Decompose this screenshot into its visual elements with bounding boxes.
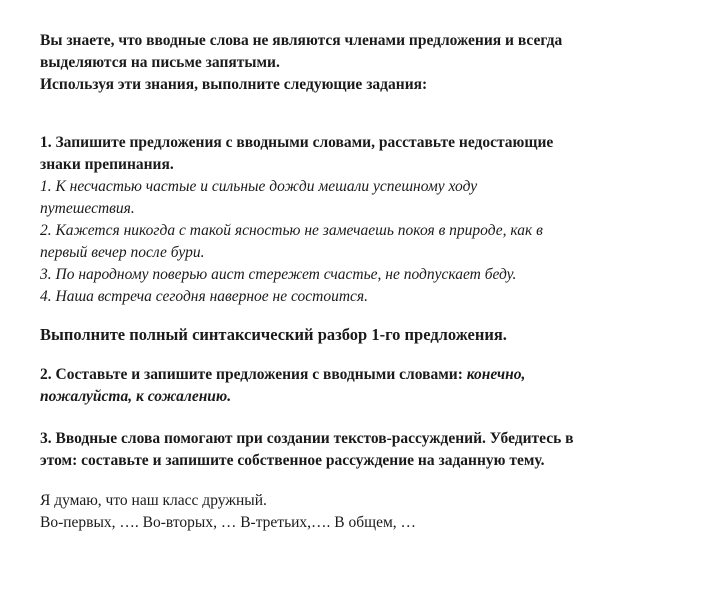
intro-line-2: выделяются на письме запятыми. — [40, 54, 280, 71]
intro-paragraph — [40, 30, 680, 96]
sentence-1-line-2: путешествия. — [40, 200, 135, 217]
task3-line-2: этом: составьте и запишите собственное рассуждение на заданную тему. — [40, 452, 545, 469]
reasoning-starter — [40, 490, 680, 534]
starter-line-2: Во-первых, …. Во-вторых, … В-третьих,…. В общем, … — [40, 514, 417, 531]
sentence-2-line-1: 2. Кажется никогда с такой ясностью не замечаешь покоя в природе, как в — [40, 222, 543, 239]
sentence-3: 3. По народному поверью аист стережет счастье, не подпускает беду. — [40, 266, 517, 283]
intro-line-3: Используя эти знания, выполните следующие задания: — [40, 76, 428, 93]
sentence-1-line-1: 1. К несчастью частые и сильные дожди мешали успешному ходу — [40, 178, 478, 195]
task3-line-1: 3. Вводные слова помогают при создании текстов-рассуждений. Убедитесь в — [40, 430, 574, 447]
intro-line-1: Вы знаете, что вводные слова не являются членами предложения и всегда — [40, 32, 563, 49]
sentence-2-line-2: первый вечер после бури. — [40, 244, 205, 261]
task2-words-line-2: пожалуйста, к сожалению. — [40, 388, 232, 405]
task1-sentences — [40, 176, 680, 308]
starter-line-1: Я думаю, что наш класс дружный. — [40, 492, 267, 509]
task1-heading-line-2: знаки препинания. — [40, 156, 174, 173]
document-page — [40, 30, 680, 534]
task2-text: 2. Составьте и запишите предложения с вводными словами: — [40, 366, 467, 383]
task1-heading — [40, 132, 680, 176]
task1-heading-line-1: 1. Запишите предложения с вводными словами, расставьте недостающие — [40, 134, 554, 151]
sentence-4: 4. Наша встреча сегодня наверное не состоится. — [40, 288, 368, 305]
task2-paragraph — [40, 364, 680, 408]
syntax-task: Выполните полный синтаксический разбор 1-го предложения. — [40, 325, 507, 344]
task3-paragraph — [40, 428, 680, 472]
task2-words-line-1: конечно, — [466, 366, 526, 383]
